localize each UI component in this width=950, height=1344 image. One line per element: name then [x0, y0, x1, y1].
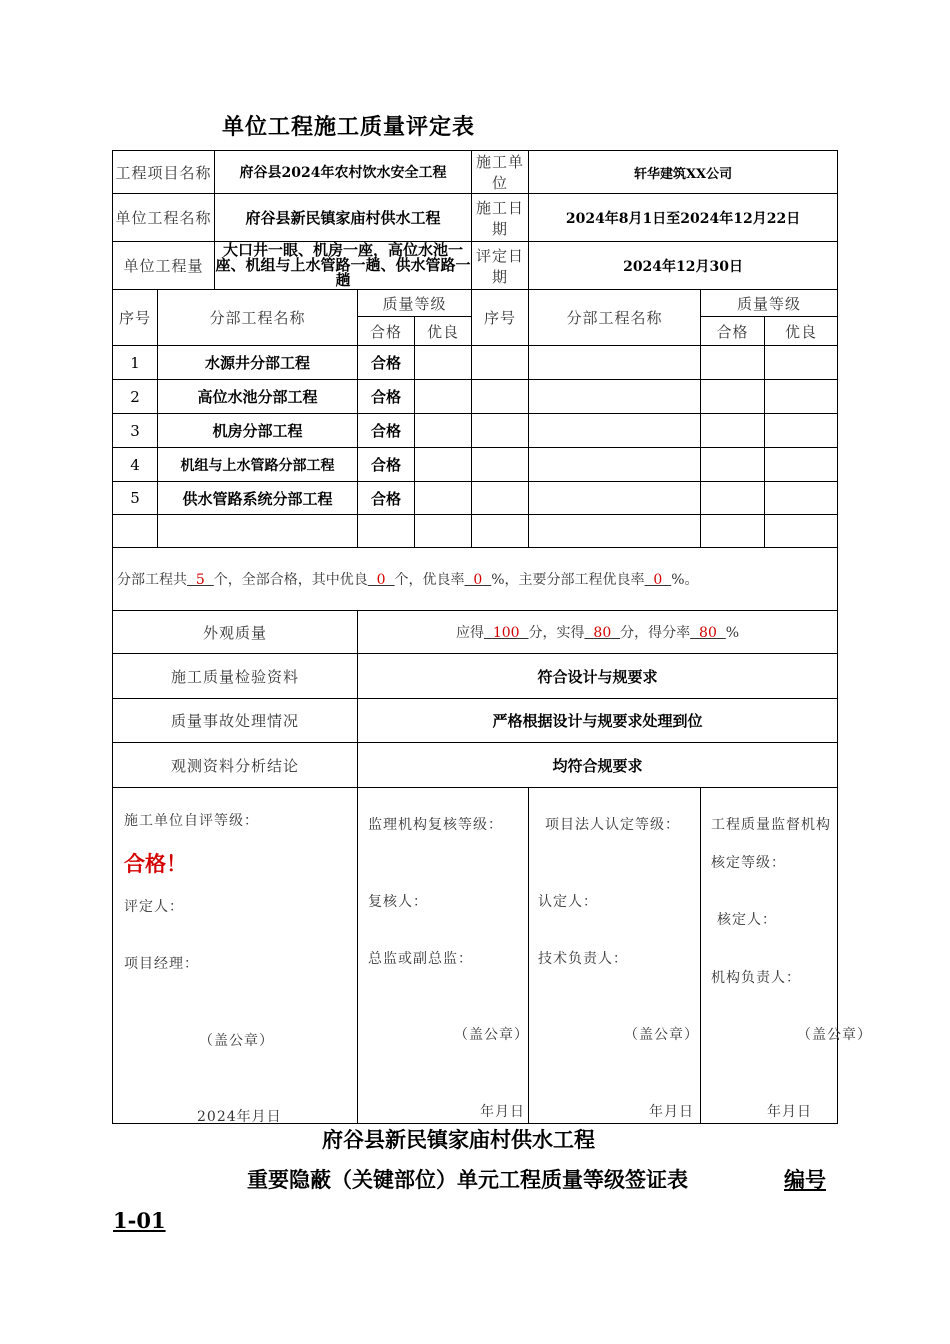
sig-owner-date: 年月日: [649, 1104, 695, 1120]
unit-name: 府谷县新民镇家庙村供水工程: [215, 194, 472, 242]
sig-inspector-date: 年月日: [767, 1104, 813, 1120]
sig-supervisor-date: 年月日: [480, 1104, 526, 1120]
col-seq-left: 序号: [113, 290, 158, 346]
good-rate: 0: [473, 572, 483, 588]
sig-inspector-seal: （盖公章）: [797, 1027, 873, 1043]
unit-qty-label: 单位工程量: [113, 242, 215, 290]
row-seq: 4: [113, 448, 158, 482]
row-grade: 合格: [358, 380, 415, 414]
main-good-rate: 0: [653, 572, 663, 588]
appearance-label: 外观质量: [113, 611, 358, 654]
sig-builder-title: 施工单位自评等级：: [124, 813, 259, 829]
row-seq: 3: [113, 414, 158, 448]
eval-date-label: 评定日期: [472, 242, 529, 290]
table-row: [113, 346, 838, 380]
table-row: [113, 482, 838, 515]
part-count: 5: [195, 572, 205, 588]
sig-builder-evaluator: 评定人：: [124, 899, 184, 915]
accident-handling-value: 严格根据设计与规要求处理到位: [358, 699, 838, 743]
footer-number-label: 编号: [784, 1167, 826, 1192]
sig-owner-approver: 认定人：: [538, 894, 599, 910]
sig-inspector-approver: 核定人：: [717, 912, 778, 928]
col-quality-right: 质量等级: [701, 290, 838, 317]
inspection-data-value: 符合设计与规要求: [358, 654, 838, 699]
quality-evaluation-table: [112, 150, 873, 1125]
footer-form-title: 重要隐蔽（关键部位）单元工程质量等级签证表: [247, 1167, 688, 1192]
sig-supervisor-seal: （盖公章）: [454, 1027, 530, 1043]
eval-date: 2024年12月30日: [529, 242, 838, 290]
col-pass-left: 合格: [358, 317, 415, 346]
row-grade: 合格: [358, 482, 415, 515]
builder-label: 施工单位: [472, 151, 529, 194]
accident-handling-label: 质量事故处理情况: [113, 699, 358, 743]
unit-qty: 大口井一眼、机房一座，高位水池一座、机组与上水管路一趟、供水管路一趟: [215, 241, 471, 289]
sig-supervisor-chief: 总监或副总监：: [368, 951, 474, 967]
col-quality-left: 质量等级: [358, 290, 472, 317]
observation-conclusion-label: 观测资料分析结论: [113, 743, 358, 788]
summary-line: 分部工程共 5 个，全部合格，其中优良 0 个，优良率 0 %，主要分部工程优良率 0 %。: [113, 548, 838, 611]
table-row: [113, 414, 838, 448]
signature-supervisor: [358, 788, 529, 1124]
sig-supervisor-title: 监理机构复核等级：: [368, 817, 504, 833]
build-date-label: 施工日期: [472, 194, 529, 242]
sig-owner-seal: （盖公章）: [624, 1027, 700, 1043]
signature-builder: [113, 788, 358, 1124]
row-seq: 2: [113, 380, 158, 414]
score-should: 100: [492, 625, 520, 641]
good-count: 0: [376, 572, 386, 588]
score-actual: 80: [593, 625, 612, 641]
row-part-name: 高位水池分部工程: [158, 380, 358, 414]
footer-number: 1-01: [113, 1208, 166, 1233]
row-part-name: 供水管路系统分部工程: [158, 482, 358, 515]
col-good-right: 优良: [765, 317, 838, 346]
sig-inspector-title: 工程质量监督机构: [711, 817, 832, 833]
row-part-name: 机房分部工程: [158, 414, 358, 448]
col-part-name-left: 分部工程名称: [158, 290, 358, 346]
row-part-name: 水源井分部工程: [158, 346, 358, 380]
row-part-name: 机组与上水管路分部工程: [158, 448, 358, 482]
table-row: [113, 380, 838, 414]
footer-project-title: 府谷县新民镇家庙村供水工程: [322, 1127, 595, 1152]
inspection-data-label: 施工质量检验资料: [113, 654, 358, 699]
col-pass-right: 合格: [701, 317, 765, 346]
row-grade: 合格: [358, 414, 415, 448]
sig-builder-manager: 项目经理：: [124, 956, 199, 972]
col-seq-right: 序号: [472, 290, 529, 346]
sig-builder-result: 合格！: [124, 851, 187, 876]
row-grade: 合格: [358, 346, 415, 380]
row-grade: 合格: [358, 448, 415, 482]
sig-supervisor-reviewer: 复核人：: [368, 894, 429, 910]
sig-inspector-title2: 核定等级：: [711, 855, 787, 871]
sig-owner-tech-lead: 技术负责人：: [538, 951, 629, 967]
row-seq: 5: [113, 482, 158, 515]
sig-builder-date: 2024年月日: [197, 1109, 282, 1125]
observation-conclusion-value: 均符合规要求: [358, 743, 838, 788]
row-seq: 1: [113, 346, 158, 380]
score-rate: 80: [699, 625, 717, 641]
unit-name-label: 单位工程名称: [113, 194, 215, 242]
table-row: [113, 448, 838, 482]
signature-owner: [529, 788, 701, 1124]
sig-builder-seal: （盖公章）: [199, 1033, 274, 1049]
sig-inspector-head: 机构负责人：: [711, 970, 802, 986]
builder: 轩华建筑XX公司: [529, 151, 838, 194]
sig-owner-title: 项目法人认定等级：: [545, 817, 681, 833]
appearance-score: 应得 100 分，实得 80 分，得分率 80 %: [358, 611, 838, 654]
signature-inspector: [701, 788, 873, 1124]
build-date: 2024年8月1日至2024年12月22日: [529, 194, 838, 242]
project-name: 府谷县2024年农村饮水安全工程: [215, 151, 472, 194]
col-part-name-right: 分部工程名称: [529, 290, 701, 346]
table-row-empty: [113, 515, 838, 548]
col-good-left: 优良: [415, 317, 472, 346]
project-name-label: 工程项目名称: [113, 151, 215, 194]
page-title: 单位工程施工质量评定表: [222, 114, 476, 140]
